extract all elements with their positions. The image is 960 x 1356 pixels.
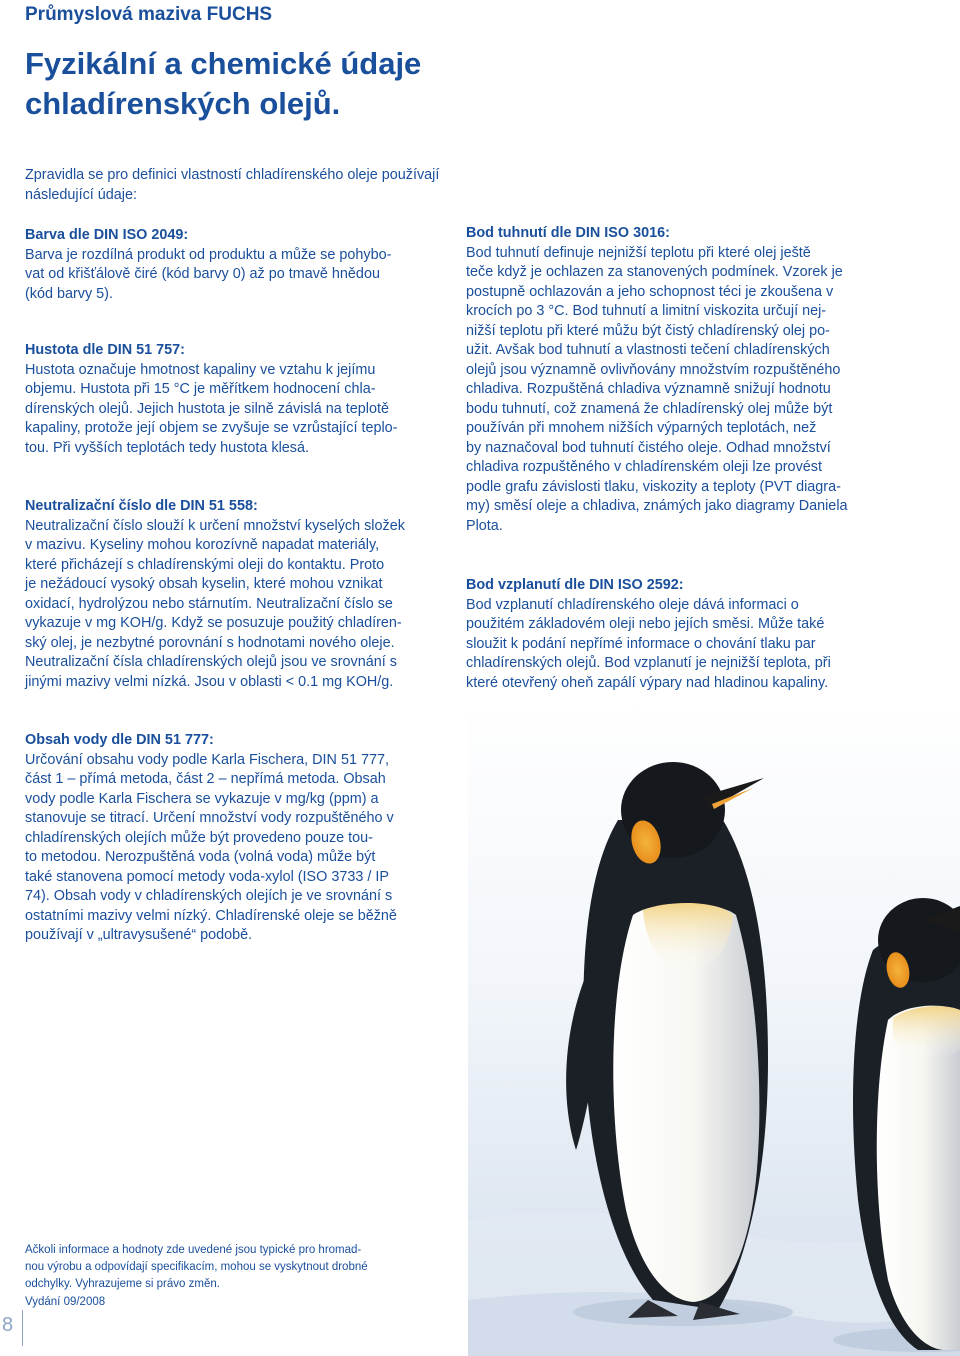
text-line: Určování obsahu vody podle Karla Fischera, DIN 51 777, (25, 751, 389, 768)
text-line: vody podle Karla Fischera se vykazuje v mg/kg (ppm) a (25, 790, 379, 807)
text-line: dírenských olejů. Jejich hustota je silně závislá na teplotě (25, 400, 389, 417)
text-line: jinými mazivy velmi nízká. Jsou v oblasti < 0.1 mg KOH/g. (25, 673, 394, 690)
section-body (25, 751, 445, 946)
text-line: (kód barvy 5). (25, 285, 113, 302)
text-line: chladírenských olejů. Bod vzplanutí je nejnižší teplota, při (466, 655, 831, 671)
text-line: Bod vzplanutí chladírenského oleje dává informaci o (466, 596, 799, 613)
text-line: to metodou. Nerozpuštěná voda (volná voda) může být (25, 849, 376, 865)
page-title-line-1: Fyzikální a chemické údaje (25, 46, 422, 81)
text-line: podle grafu závislosti tlaku, viskozity a teploty (PVT diagra- (466, 478, 841, 495)
section-hustota (25, 341, 435, 458)
section-bod-vzplanuti (466, 576, 896, 693)
text-line: použitém základovém oleji nebo jejích směsi. Může také (466, 616, 825, 632)
brand-title: Průmyslová maziva FUCHS (25, 4, 273, 25)
section-neutralizace (25, 497, 445, 692)
section-body (25, 246, 435, 305)
text-line: používají v „ultravysušené“ podobě. (25, 927, 253, 943)
footnote (25, 1242, 445, 1311)
text-line: Barva je rozdílná produkt od produktu a může se pohybo- (25, 246, 392, 263)
text-line: ostatními mazivy velmi nízký. Chladírenské oleje se běžně (25, 907, 397, 924)
section-bod-tuhnuti (466, 224, 896, 536)
text-line: v mazivu. Kyseliny mohou korozívně napadat materiály, (25, 537, 380, 553)
text-line: také stanovena pomocí metody voda-xylol (ISO 3733 / IP (25, 868, 389, 885)
text-line: chladírenských olejích může být provedeno pouze tou- (25, 829, 373, 846)
footnote-line: Ačkoli informace a hodnoty zde uvedené jsou typické pro hromad- (25, 1244, 362, 1256)
section-heading: Barva dle DIN ISO 2049: (25, 227, 189, 243)
page-title (25, 44, 545, 124)
text-line: které otevřený oheň zapálí výpary nad hladinou kapaliny. (466, 674, 829, 691)
section-heading: Hustota dle DIN 51 757: (25, 342, 185, 358)
text-line: které přicházejí s chladírenskými oleji do kontaktu. Proto (25, 556, 385, 573)
text-line: užit. Avšak bod tuhnutí a vlastnosti tečení chladírenských (466, 342, 830, 358)
footnote-line: nou výrobu a odpovídají specifikacím, mohou se vyskytnout drobné (25, 1261, 368, 1273)
text-line: Neutralizační čísla chladírenských olejů jsou ve srovnání s (25, 654, 397, 670)
text-line: Bod tuhnutí definuje nejnižší teplotu při které olej ještě (466, 244, 811, 261)
text-line: krocích po 3 °C. Bod tuhnutí a limitní viskozita určují nej- (466, 303, 827, 319)
section-heading: Bod vzplanutí dle DIN ISO 2592: (466, 577, 684, 593)
section-body (466, 244, 896, 537)
text-line: vat od křišťálově čiré (kód barvy 0) až po tmavě hnědou (25, 266, 380, 282)
text-line: teče když je ochlazen za stanovených podmínek. Vzorek je (466, 264, 843, 280)
page-title-line-2: chladírenských olejů. (25, 86, 341, 121)
text-line: bodu tuhnutí, což znamená že chladírenský olej může být (466, 400, 833, 417)
section-barva (25, 226, 435, 304)
text-line: sloužit k podání nepřímé informace o chování tlaku par (466, 635, 816, 652)
footnote-line: odchylky. Vyhrazujeme si právo změn. (25, 1278, 220, 1290)
page-number: 8 (2, 1314, 14, 1336)
text-line: stanovuje se titrací. Určení množství vody rozpuštěného v (25, 810, 394, 826)
text-line: chladiva rozpuštěného v chladírenském oleji lze provést (466, 459, 822, 475)
text-line: 74). Obsah vody v chladírenských olejích je ve srovnání s (25, 888, 393, 904)
section-body (25, 517, 445, 693)
text-line: Plota. (466, 517, 503, 534)
text-line: ský olej, je nezbytné porovnání s hodnotami nového oleje. (25, 634, 395, 651)
intro-paragraph: Zpravidla se pro definici vlastností chladírenského oleje používají následující údaje: (25, 167, 440, 203)
text-line: je nežádoucí vysoký obsah kyselin, které mohou vznikat (25, 576, 383, 592)
text-line: oxidací, hydrolýzou nebo stárnutím. Neutralizační číslo se (25, 595, 393, 612)
text-line: by naznačoval bod tuhnutí čistého oleje. Odhad množství (466, 439, 831, 456)
text-line: postupně ochlazován a jeho schopnost téci je zkoušena v (466, 283, 834, 300)
text-line: část 1 – přímá metoda, část 2 – nepřímá metoda. Obsah (25, 771, 386, 787)
text-line: nižší teplotu při které můžu být čistý chladírenský olej po- (466, 322, 830, 339)
text-line: Hustota označuje hmotnost kapaliny ve vztahu k jejímu (25, 361, 376, 378)
section-heading: Neutralizační číslo dle DIN 51 558: (25, 498, 258, 514)
text-line: olejů jsou významně ovlivňovány množstvím rozpuštěného (466, 361, 841, 378)
section-heading: Obsah vody dle DIN 51 777: (25, 732, 214, 748)
text-line: tou. Při vyšších teplotách tedy hustota klesá. (25, 439, 309, 456)
text-line: Neutralizační číslo slouží k určení množství kyselých složek (25, 517, 405, 534)
text-line: my) směsí oleje a chladiva, známých jako diagramy Daniela (466, 498, 848, 514)
penguins-photo (468, 700, 960, 1356)
issue-date: Vydání 09/2008 (25, 1296, 106, 1308)
text-line: chladiva. Rozpuštěná chladiva významně snižují hodnotu (466, 381, 831, 397)
text-line: objemu. Hustota při 15 °C je měřítkem hodnocení chla- (25, 381, 376, 397)
text-line: používán při mnohem nižších výparných teplotách, než (466, 420, 817, 436)
section-heading: Bod tuhnutí dle DIN ISO 3016: (466, 225, 670, 241)
page-number-divider (22, 1310, 23, 1346)
section-body (25, 361, 435, 459)
section-body (466, 596, 896, 694)
text-line: kapaliny, protože její objem se zvyšuje se vzrůstající teplo- (25, 420, 398, 436)
section-obsah-vody (25, 731, 445, 946)
text-line: vykazuje v mg KOH/g. Když se posuzuje použitý chladíren- (25, 615, 402, 631)
